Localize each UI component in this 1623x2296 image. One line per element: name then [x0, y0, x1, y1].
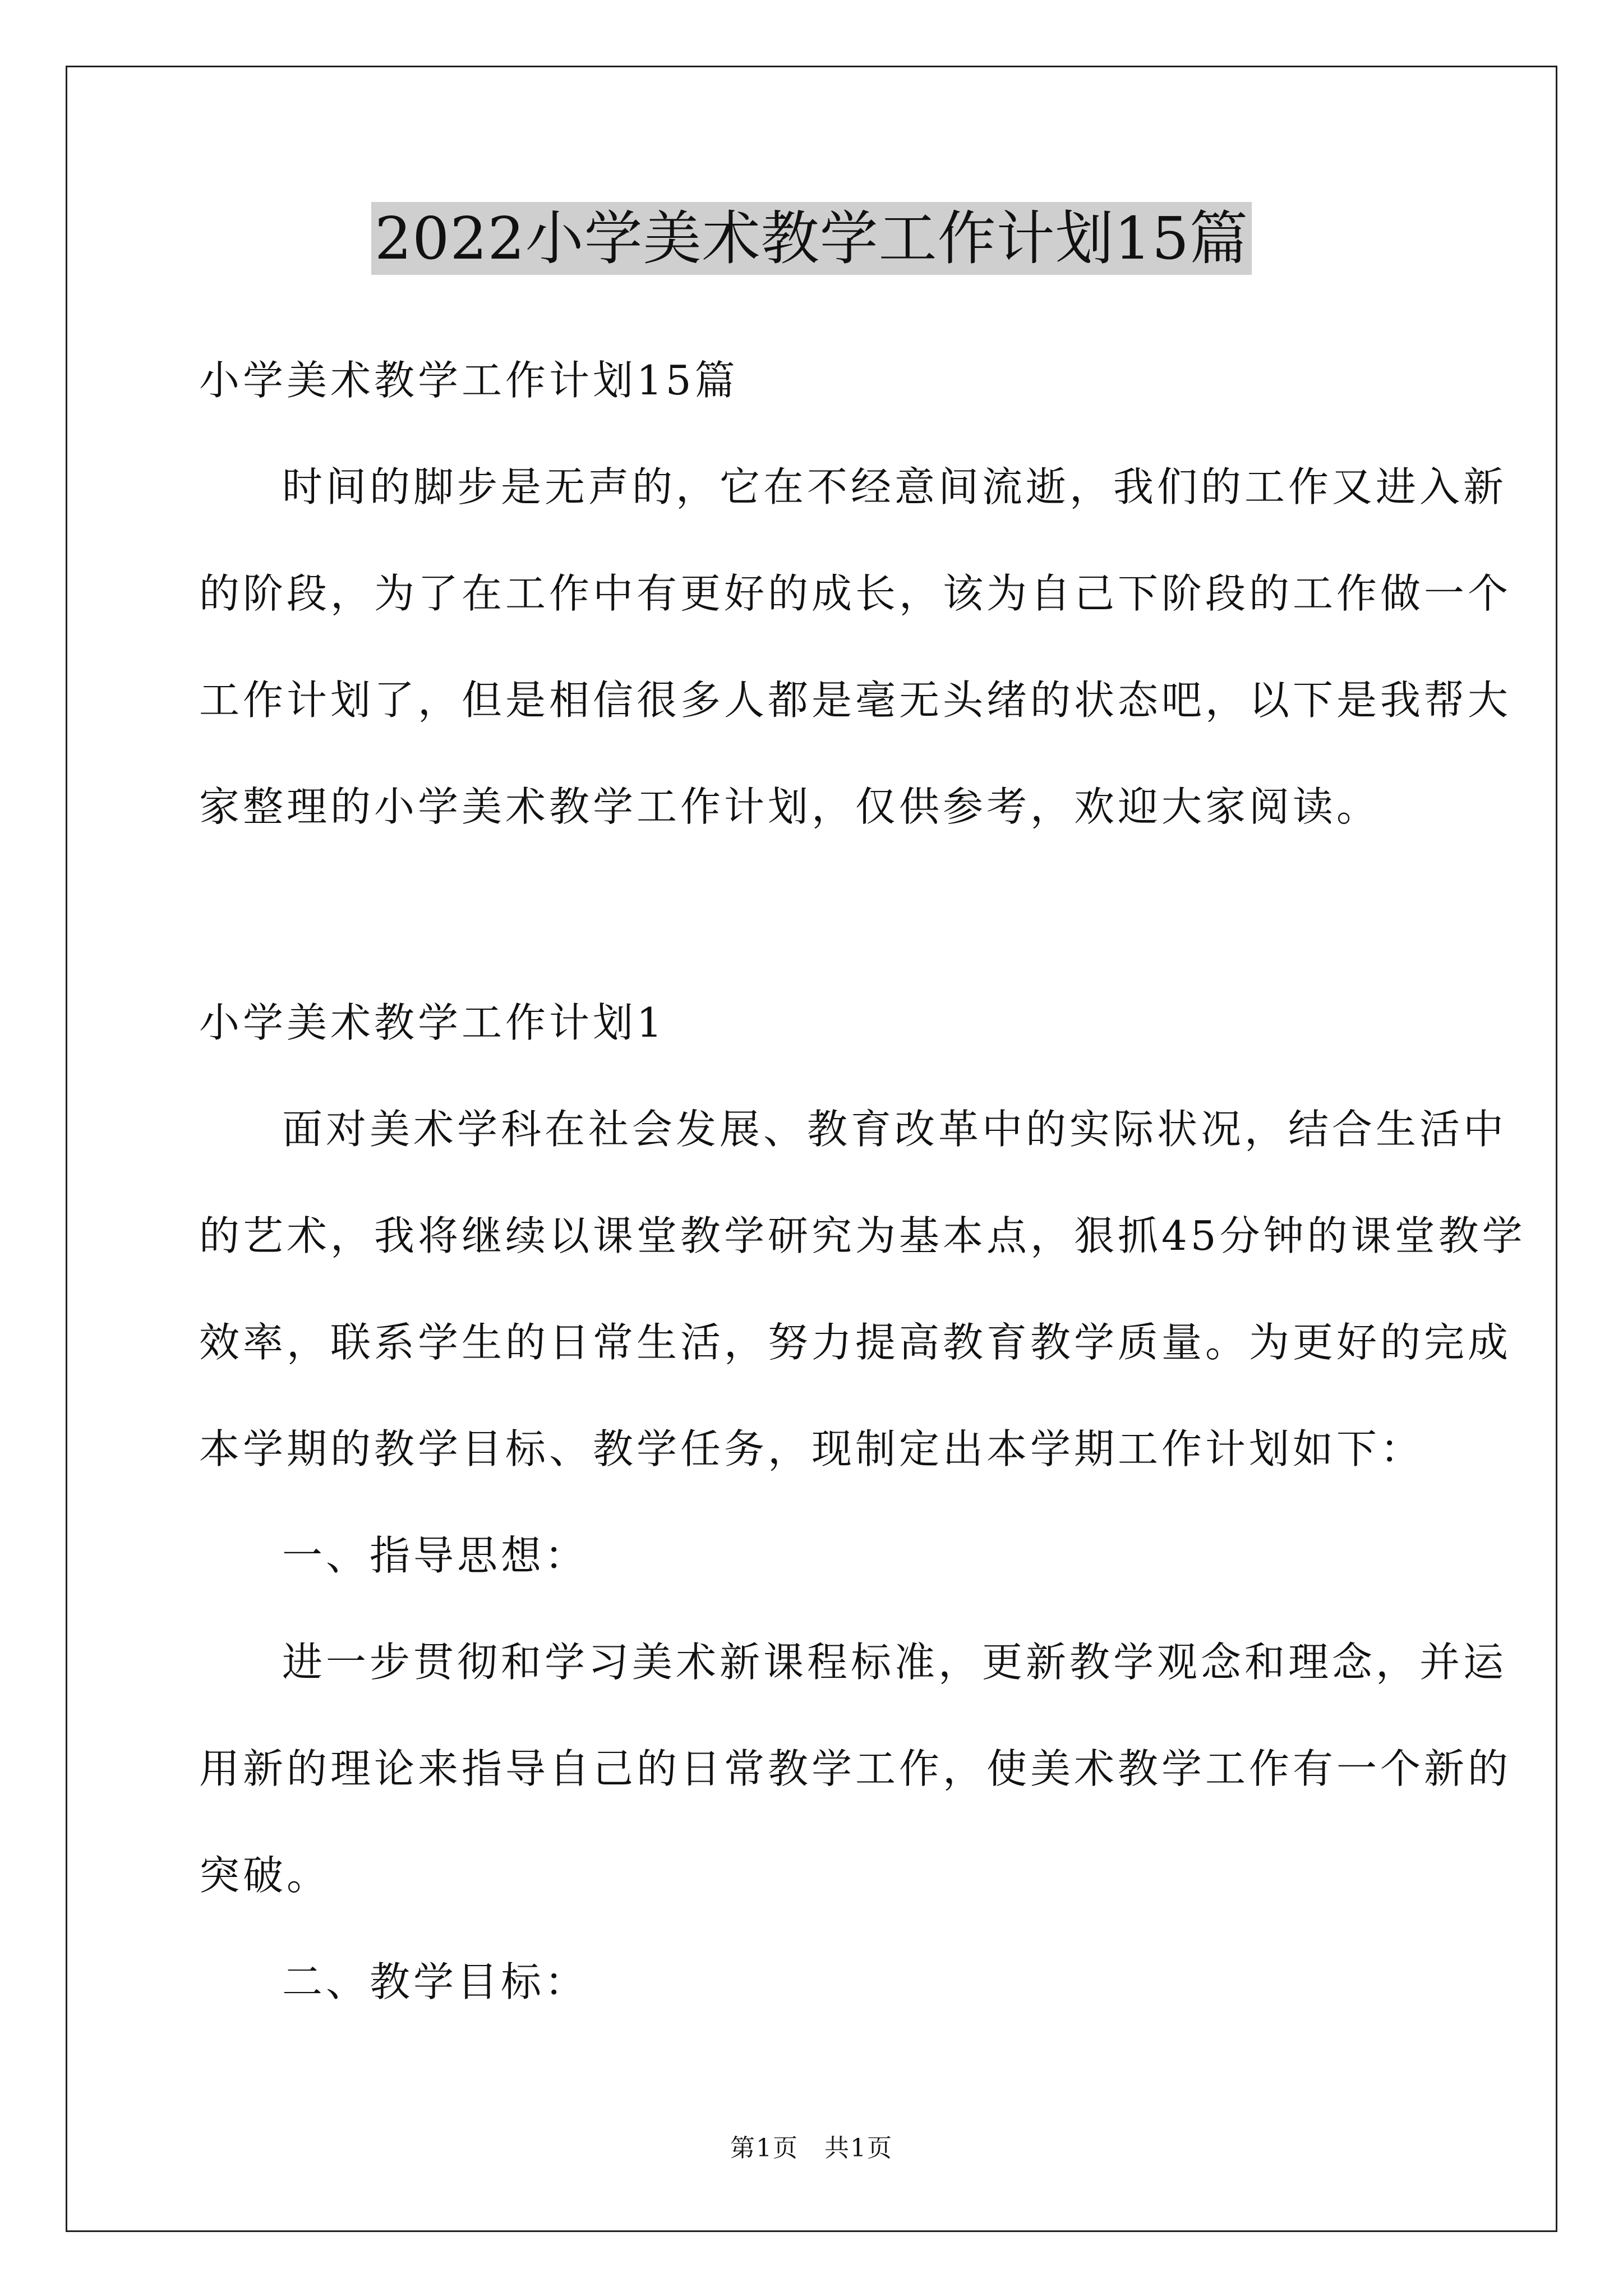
guiding-line-1: 进一步贯彻和学习美术新课程标准，更新教学观念和理念，并运 — [282, 1639, 1507, 1686]
intro-line-2: 的阶段，为了在工作中有更好的成长，该为自己下阶段的工作做一个 — [199, 570, 1512, 617]
section1-line-4: 本学期的教学目标、教学任务，现制定出本学期工作计划如下： — [199, 1425, 1424, 1473]
section1-line-2: 的艺术，我将继续以课堂教学研究为基本点，狠抓45分钟的课堂教学 — [199, 1212, 1526, 1259]
intro-line-3: 工作计划了，但是相信很多人都是毫无头绪的状态吧，以下是我帮大 — [199, 677, 1512, 724]
heading-guiding-thought: 一、指导思想： — [282, 1532, 589, 1579]
guiding-line-2: 用新的理论来指导自己的日常教学工作，使美术教学工作有一个新的 — [199, 1745, 1512, 1792]
section1-heading: 小学美术教学工作计划1 — [199, 999, 666, 1046]
guiding-line-3: 突破。 — [199, 1852, 331, 1899]
section1-line-1: 面对美术学科在社会发展、教育改革中的实际状况，结合生活中 — [282, 1106, 1507, 1153]
section1-line-3: 效率，联系学生的日常生活，努力提高教育教学质量。为更好的完成 — [199, 1319, 1512, 1366]
heading-teaching-goals: 二、教学目标： — [282, 1958, 589, 2005]
intro-line-1: 时间的脚步是无声的，它在不经意间流逝，我们的工作又进入新 — [282, 463, 1507, 510]
document-title — [0, 202, 1623, 275]
document-title-text: 2022小学美术教学工作计划15篇 — [371, 202, 1252, 275]
page-footer: 第1页 共1页 — [730, 2134, 893, 2162]
subtitle: 小学美术教学工作计划15篇 — [199, 357, 739, 404]
intro-line-4: 家整理的小学美术教学工作计划，仅供参考，欢迎大家阅读。 — [199, 783, 1381, 830]
